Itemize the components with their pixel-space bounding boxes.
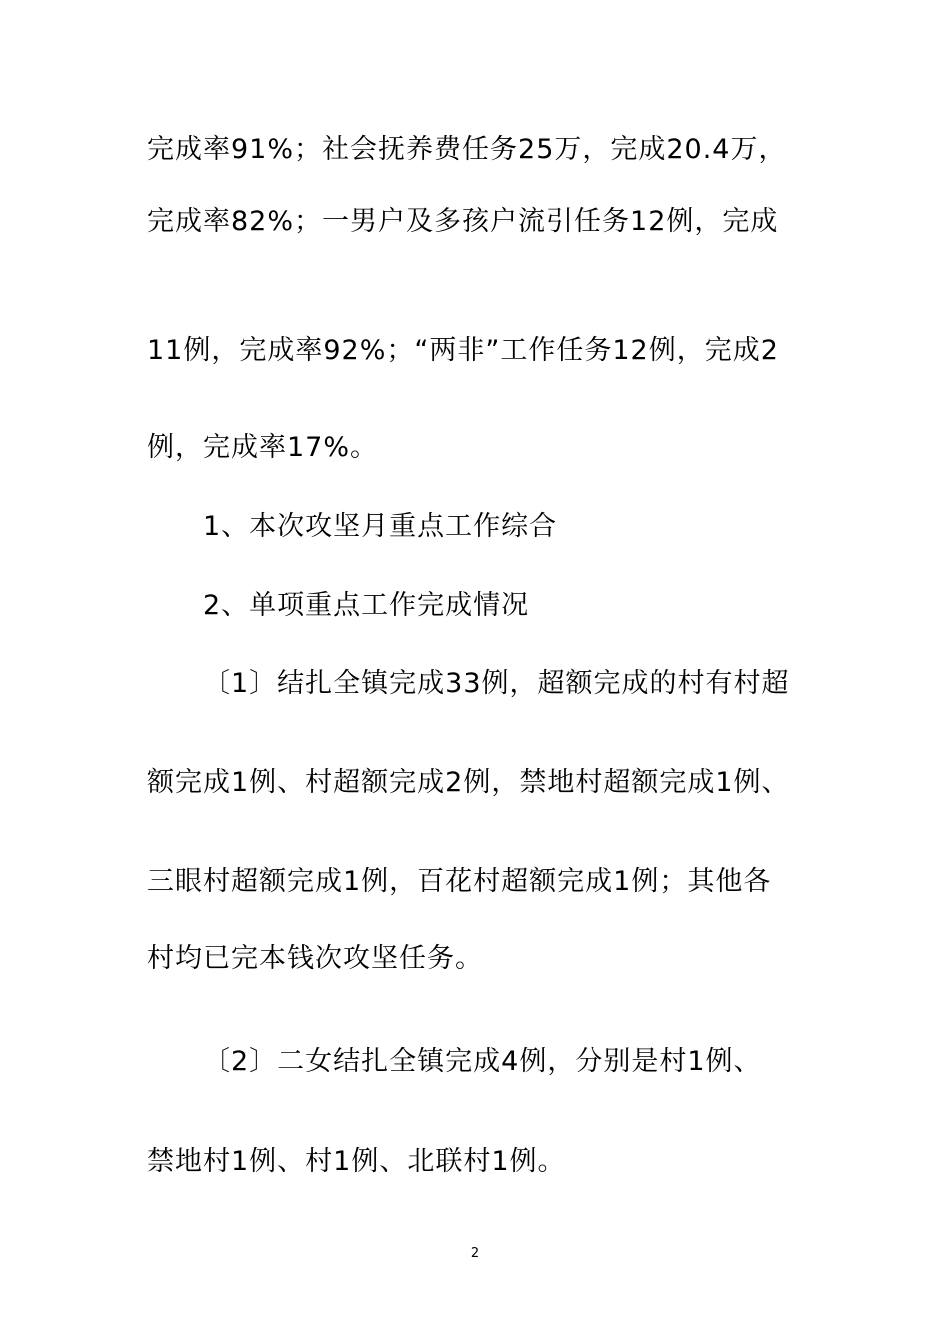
section-heading-2: 2、单项重点工作完成情况: [203, 590, 530, 621]
text-line-9: 三眼村超额完成1例，百花村超额完成1例；其他各: [147, 866, 772, 897]
text-line-3: 11例，完成率92%；“两非”工作任务12例，完成2: [147, 335, 779, 366]
text-line-10: 村均已完本钱次攻坚任务。: [147, 943, 483, 974]
text-line-11: 〔2〕二女结扎全镇完成4例，分别是村1例、: [203, 1046, 762, 1077]
text-line-7: 〔1〕结扎全镇完成33例，超额完成的村有村超: [203, 668, 790, 699]
section-heading-1: 1、本次攻坚月重点工作综合: [203, 511, 558, 542]
text-line-8: 额完成1例、村超额完成2例，禁地村超额完成1例、: [147, 767, 790, 798]
text-line-4: 例，完成率17%。: [147, 432, 379, 463]
page-number: 2: [470, 1246, 480, 1261]
text-line-1: 完成率91%；社会抚养费任务25万，完成20.4万，: [147, 134, 787, 165]
text-line-12: 禁地村1例、村1例、北联村1例。: [147, 1146, 566, 1177]
text-line-2: 完成率82%；一男户及多孩户流引任务12例，完成: [147, 206, 779, 237]
